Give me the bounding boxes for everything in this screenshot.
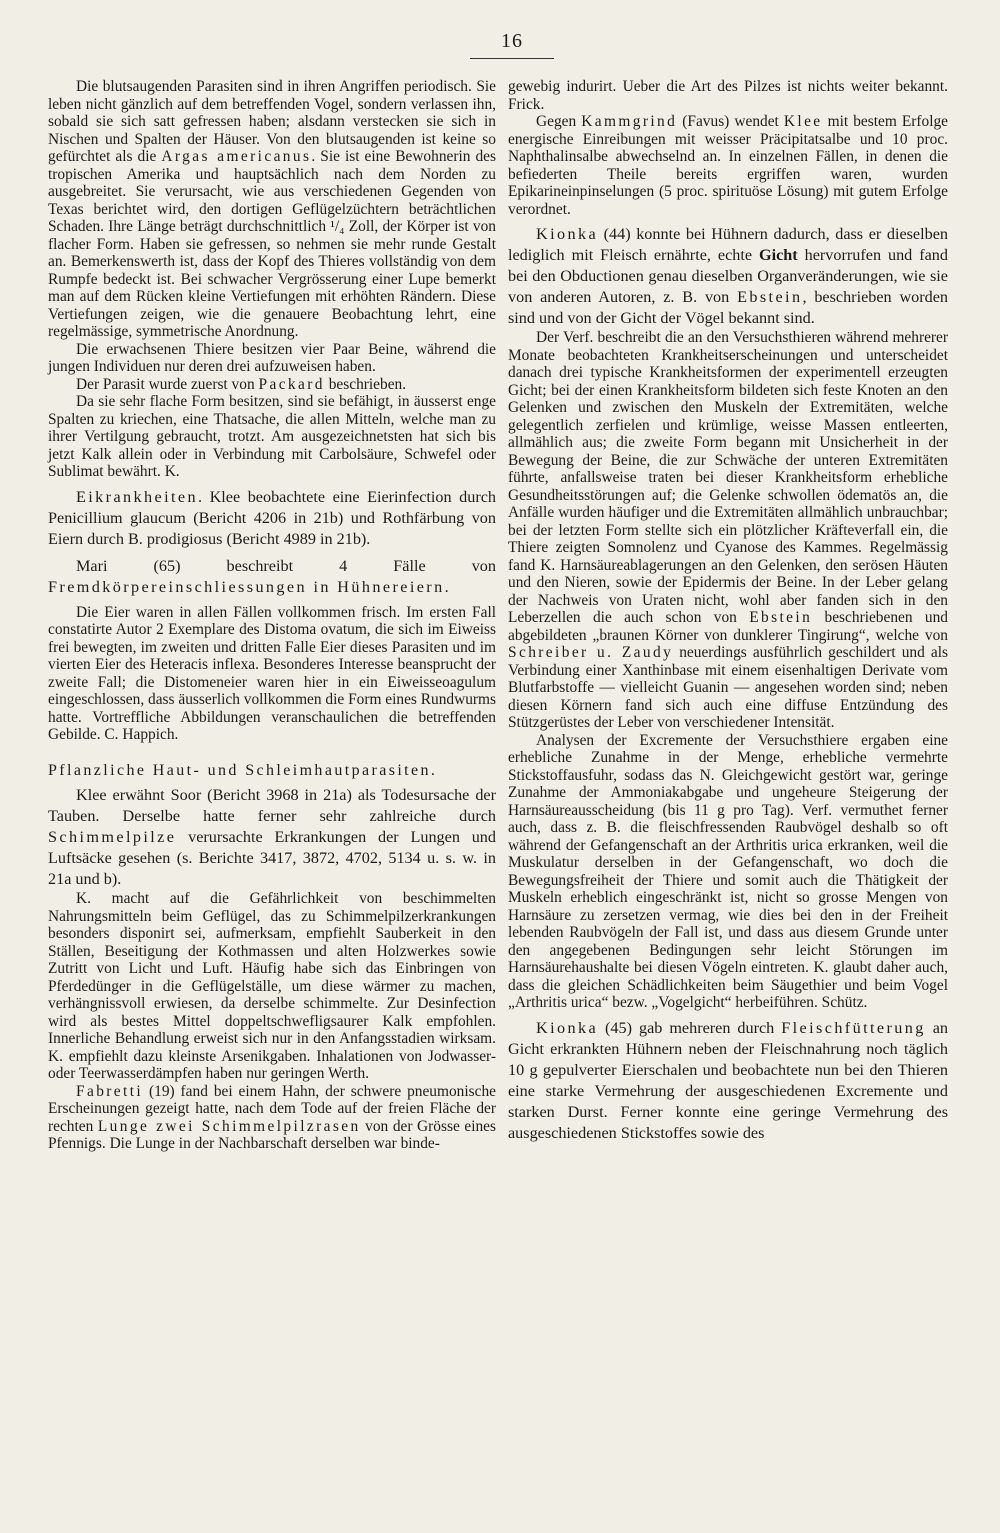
- left-paragraph: [48, 556, 496, 598]
- paragraph-text: beschrieben.: [324, 375, 407, 393]
- paragraph-text: (Favus) wendet: [677, 113, 784, 130]
- page-number: 16: [501, 30, 523, 52]
- left-paragraph: [48, 762, 496, 780]
- emphasized-text: Klee: [783, 113, 823, 130]
- left-column: [48, 78, 496, 1153]
- emphasized-text: Eikrankheiten: [76, 487, 198, 506]
- right-paragraph: [508, 732, 948, 1012]
- paragraph-text: . Sie ist eine Bewohnerin des tropischen Amerika und hauptsächlich nach dem Norden zu ausgebreitet. Sie verursacht, wie aus verschiedenen Gegenden von Texas berichtet wird, den dortigen Geflügelzüchtern beträchtlichen Schaden. Ihre Länge beträgt durchschnittlich ¹/₄ Zoll, der Körper ist von flacher Form. Haben sie gefressen, so nehmen sie mehr runde Gestalt an. Bemerkenswerth ist, dass der Kopf des Thieres vollständig von dem Rumpfe bedeckt ist. Bei schwacher Vergrösserung einer Lupe bemerkt man auf dem Rücken kleine Vertiefungen mit erhöhten Rändern. Diese Vertiefungen zeigen, wie die genauere Beobachtung lehrt, eine regelmässige, symmetrische Anordnung.: [48, 148, 496, 340]
- right-paragraph: [508, 78, 948, 113]
- header-rule: [470, 58, 554, 59]
- left-paragraph: [48, 487, 496, 550]
- paragraph-text: (19) fand bei einem Hahn, der schwere pneumonische Erscheinungen gezeigt hatte, nach dem Tode auf der freien Fläche der rechten: [48, 1082, 496, 1135]
- emphasized-text: Lunge zwei Schimmelpilzrasen: [97, 1117, 361, 1135]
- emphasized-text: Kionka: [536, 1018, 599, 1037]
- emphasized-text: Ebstein: [737, 288, 803, 306]
- emphasized-text: Kionka: [536, 225, 599, 243]
- emphasized-text: Argas americanus: [161, 148, 312, 165]
- right-paragraph: [508, 329, 948, 732]
- left-paragraph: [48, 1083, 496, 1153]
- paragraph-text: .: [444, 577, 449, 596]
- paragraph-text: , beschrieben worden sind und von der Gicht der Vögel bekannt sind.: [508, 288, 949, 327]
- paragraph-text: K. macht auf die Gefährlichkeit von beschimmelten Nahrungsmitteln beim Geflügel, das zu Schimmelpilzerkrankungen besonders disponirt sei, aufmerksam, empfiehlt Sauberkeit in den Ställen, Beseitigung der Kothmassen und alten Holzwerkes sowie Zutritt von Licht und Luft. Häufig habe sich das Einbringen von Pferdedünger in die Geflügelställe, um diese wärmer zu machen, verhängnissvoll erwiesen, da derselbe schimmelte. Zur Desinfection wird als bestes Mittel doppeltschwefligsaurer Kalk empfohlen. Innerliche Behandlung erweist sich nur in den Anfangsstadien wirksam. K. empfiehlt dazu kleinste Arsenikgaben. Inhalationen von Jodwasser- oder Teerwasserdämpfen haben nur geringen Werth.: [48, 890, 496, 1082]
- emphasized-text: Fleischfütterung: [781, 1018, 926, 1037]
- paragraph-text: hervorrufen und fand bei den Obductionen genau dieselben Organveränderungen, wie sie von anderen Autoren, z. B. von: [508, 246, 948, 306]
- right-paragraph: [508, 1018, 948, 1144]
- left-paragraph: [48, 78, 496, 341]
- emphasized-text: Pflanzliche Haut- und Schleimhautparasiten.: [48, 761, 438, 779]
- left-paragraph: [48, 393, 496, 481]
- paragraph-text: Der Verf. beschreibt die an den Versuchsthieren während mehrerer Monate beobachteten Krankheitserscheinungen und unterscheidet danach drei typische Krankheitsformen der experimentell erzeugten Gicht; bei der einen Krankheitsform bildeten sich feste Knoten an den Gelenken und zwischen den Muskeln der Extremitäten, welche gelegentlich zerfielen und krümlige, weisse Massen entleerten, allmählich aus; die zweite Form begann mit Unsicherheit in der Bewegung der Beine, die zur Schwäche der unteren Extremitäten führte, anfallsweise traten bei dieser Krankheitsform erhebliche Gesundheitsstörungen auf; die Gelenke schwollen ödematös an, die Anfälle wurden häufiger und die Extremitäten allmählich unbrauchbar; bei der letzten Form stellte sich ein plötzlicher Kräfteverfall ein, die Thiere zeigten Somnolenz und Cyanose des Kammes. Regelmässig fand K. Harnsäureablagerungen an den Gelenken, den serösen Häuten und den Nieren, sowie der Epidermis der Beine. In der Leber gelang der Nachweis von Uraten nicht, wohl aber fanden sich in den Leberzellen die auch schon von: [508, 329, 948, 626]
- paragraph-text: Die blutsaugenden Parasiten sind in ihren Angriffen periodisch. Sie leben nicht gänzlich auf dem betreffenden Vogel, sondern verlassen ihn, sobald sie sich satt gefressen haben; alsdann verstecken sie sich in Nischen und Spalten der Häuser. Von den blutsaugenden ist keine so gefürchtet als die: [48, 78, 496, 165]
- paragraph-text: Analysen der Excremente der Versuchsthiere ergaben eine erhebliche Zunahme in der Menge, erhebliche vermehrte Stickstoffausfuhr, sodass das N. Gleichgewicht gestört war, geringe Zunahme der Ammoniakabgabe und ungeheure Steigerung der Harnsäureausscheidung (bis 11 g pro Tag). Verf. vermuthet ferner auch, dass z. B. die fleischfressenden Raubvögel deshalb so oft während der Gefangenschaft an der Arthritis urica erkranken, weil die Muskulatur derselben in der Gefangenschaft, wo doch die Bewegungsfreiheit der Thiere und somit auch die Thätigkeit der Muskeln erheblich eingeschränkt ist, nicht so grosse Mengen von Harnsäure zu zersetzen vermag, wie dies bei den in der Freiheit lebenden Raubvögeln der Fall ist, und dass aus diesem Grunde unter den angegebenen Bedingungen sehr leicht Störungen im Harnsäurehaushalte bei diesen Vögeln eintreten. K. glaubt daher auch, dass die gleichen Schädlichkeiten beim Säugethier und beim Vogel „Arthritis urica“ bezw. „Vogelgicht“ herbeiführen. Schütz.: [508, 731, 948, 1011]
- paragraph-text: verursachte Erkrankungen der Lungen und Luftsäcke gesehen (s. Berichte 3417, 3872, 4702, 5134 u. s. w. in 21a und b).: [48, 828, 496, 888]
- paragraph-text: Da sie sehr flache Form besitzen, sind sie befähigt, in äusserst enge Spalten zu kriechen, eine Thatsache, die allen Mitteln, welche man zu ihrer Vertilgung gebraucht, trotzt. Am ausgezeichnetsten hat sich bis jetzt Kalk allein oder in Verbindung mit Carbolsäure, Schwefel oder Sublimat bewährt. K.: [48, 393, 496, 480]
- paragraph-text: beschriebenen und abgebildeten „braunen Körner von dunklerer Tingirung“, welche von: [508, 609, 948, 644]
- paragraph-text: Die erwachsenen Thiere besitzen vier Paar Beine, während die jungen Individuen nur deren drei aufzuweisen haben.: [48, 340, 496, 375]
- paragraph-text: Gegen: [536, 113, 582, 130]
- paragraph-text: an Gicht erkrankten Hühnern neben der Fleischnahrung noch täglich 10 g gepulverter Eierschalen und beobachtete nun bei den Thieren eine starke Vermehrung der ausgeschiedenen Excremente und starken Durst. Ferner konnte eine geringe Vermehrung des ausgeschiedenen Stickstoffes sowie des: [508, 1018, 949, 1142]
- paragraph-text: mit bestem Erfolge energische Einreibungen mit weisser Präcipitatsalbe und 10 proc. Naphthalinsalbe abwechselnd an. In einzelnen Fällen, in denen die befiederten Theile bereits ergriffen waren, wurden Epikarineinpinselungen (5 proc. spirituöse Lösung) mit gutem Erfolge verordnet.: [508, 113, 949, 218]
- right-paragraph: [508, 224, 948, 329]
- emphasized-text: Ebstein: [749, 609, 813, 626]
- left-paragraph: [48, 604, 496, 744]
- paragraph-text: neuerdings ausführlich geschildert und als Verbindung einer Xanthinbase mit einem eisenhaltigen Derivate vom Blutfarbstoffe — vielleicht Guanin — angesehen worden sind; neben diesen Körnern fand sich auch eine diffuse Entzündung des Stützgerüstes der Leber von verschiedener Intensität.: [508, 644, 948, 731]
- emphasized-text: Schreiber u. Zaudy: [508, 644, 674, 661]
- paragraph-text: . Klee beobachtete eine Eierinfection durch Penicillium glaucum (Bericht 4206 in 21b) und Rothfärbung von Eiern durch B. prodigiosus (Bericht 4989 in 21b).: [48, 487, 496, 548]
- emphasized-text: Packard: [258, 375, 325, 393]
- left-paragraph: [48, 785, 496, 890]
- emphasized-text: Schimmelpilze: [48, 828, 177, 846]
- paragraph-text: (44) konnte bei Hühnern dadurch, dass er dieselben lediglich mit Fleisch ernährte, echte: [508, 225, 948, 264]
- paragraph-text: von der Grösse eines Pfennigs. Die Lunge in der Nachbarschaft derselben war binde-: [48, 1117, 497, 1152]
- paragraph-text: Der Parasit wurde zuerst von: [76, 375, 259, 393]
- paragraph-text: (45) gab mehreren durch: [598, 1018, 782, 1037]
- emphasized-text: Fremdkörpereinschliessungen in Hühnereiern: [48, 577, 445, 596]
- emphasized-text: Fabretti: [76, 1082, 144, 1100]
- paragraph-text: Mari (65) beschreibt 4 Fälle von: [76, 556, 496, 575]
- left-paragraph: [48, 376, 496, 394]
- paragraph-text: gewebig indurirt. Ueber die Art des Pilzes ist nichts weiter bekannt. Frick.: [508, 78, 948, 113]
- paragraph-text: Die Eier waren in allen Fällen vollkommen frisch. Im ersten Fall constatirte Autor 2 Exemplare des Distoma ovatum, die sich im Eiweiss frei bewegten, im zweiten und dritten Falle Eier dieses Parasiten und im vierten Eier des Heteracis inflexa. Besonderes Interesse beansprucht der zweite Fall; die Distomeneier waren hier in ein Eiweisseoagulum eingeschlossen, dass äusserlich vollkommen die Form eines Rundwurms hatte. Vortreffliche Abbildungen veranschaulichen die betreffenden Gebilde. C. Happich.: [48, 603, 496, 743]
- left-paragraph: [48, 890, 496, 1083]
- right-column: [508, 78, 948, 1144]
- emphasized-text: Gicht: [759, 246, 798, 264]
- emphasized-text: Kammgrind: [581, 113, 678, 130]
- right-paragraph: [508, 113, 948, 218]
- left-paragraph: [48, 341, 496, 376]
- paragraph-text: Klee erwähnt Soor (Bericht 3968 in 21a) als Todesursache der Tauben. Derselbe hatte ferner sehr zahlreiche durch: [48, 786, 496, 825]
